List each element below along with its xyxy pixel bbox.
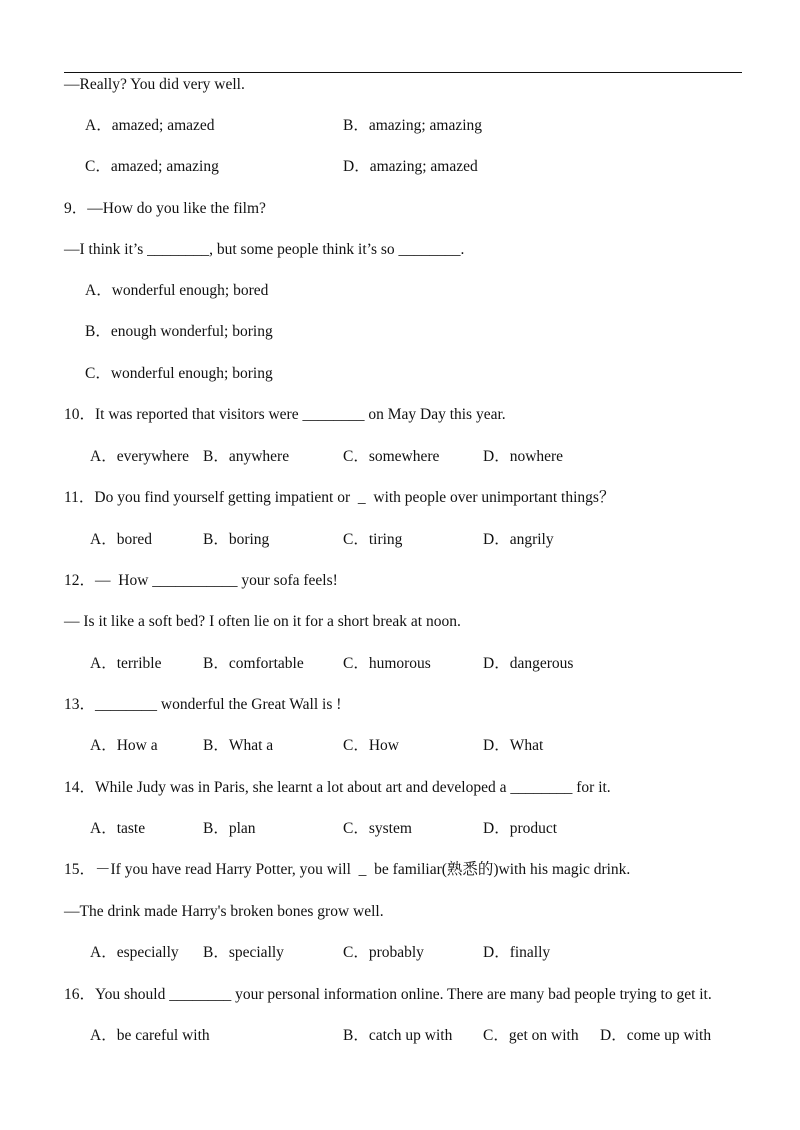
q15-option-d[interactable]: D．finally bbox=[483, 944, 551, 961]
q13-option-d[interactable]: D．What bbox=[483, 737, 544, 754]
q12-stem: 12．— How ___________ your sofa feels! bbox=[64, 572, 338, 589]
q11-option-a[interactable]: A．bored bbox=[90, 531, 152, 548]
q11-option-d[interactable]: D．angrily bbox=[483, 531, 554, 548]
q13-option-a[interactable]: A．How a bbox=[90, 737, 158, 754]
q12-option-c[interactable]: C．humorous bbox=[343, 655, 431, 672]
q9-option-c[interactable]: C．wonderful enough; boring bbox=[85, 365, 273, 382]
header-rule bbox=[64, 72, 742, 73]
q15-stem: 15．－If you have read Harry Potter, you will _ be familiar(熟悉的)with his magic drink. bbox=[64, 861, 631, 878]
q14-option-b[interactable]: B．plan bbox=[203, 820, 256, 837]
q10-option-a[interactable]: A．everywhere bbox=[90, 448, 189, 465]
q16-option-a[interactable]: A．be careful with bbox=[90, 1027, 210, 1044]
q15-reply: ―The drink made Harry's broken bones grow well. bbox=[64, 903, 384, 920]
q13-stem: 13．________ wonderful the Great Wall is ! bbox=[64, 696, 342, 713]
q10-option-b[interactable]: B．anywhere bbox=[203, 448, 290, 465]
q10-stem: 10．It was reported that visitors were ________ on May Day this year. bbox=[64, 406, 506, 423]
q11-stem: 11．Do you find yourself getting impatient or _ with people over unimportant things？ bbox=[64, 489, 615, 506]
q14-option-d[interactable]: D．product bbox=[483, 820, 558, 837]
q8-reply: —Really? You did very well. bbox=[64, 76, 245, 93]
q12-option-b[interactable]: B．comfortable bbox=[203, 655, 304, 672]
q12-option-d[interactable]: D．dangerous bbox=[483, 655, 574, 672]
q16-option-b[interactable]: B．catch up with bbox=[343, 1027, 453, 1044]
q9-stem: 9．—How do you like the film? bbox=[64, 200, 266, 217]
q15-option-b[interactable]: B．specially bbox=[203, 944, 284, 961]
q8-option-a[interactable]: A．amazed; amazed bbox=[85, 117, 215, 134]
q16-stem: 16．You should ________ your personal information online. There are many bad people trying to get it. bbox=[64, 986, 712, 1003]
q15-option-c[interactable]: C．probably bbox=[343, 944, 424, 961]
q12-reply: — Is it like a soft bed? I often lie on it for a short break at noon. bbox=[64, 613, 461, 630]
q9-option-b[interactable]: B．enough wonderful; boring bbox=[85, 323, 273, 340]
q14-option-a[interactable]: A．taste bbox=[90, 820, 146, 837]
q13-option-b[interactable]: B．What a bbox=[203, 737, 274, 754]
q13-option-c[interactable]: C．How bbox=[343, 737, 399, 754]
q16-option-c[interactable]: C．get on with bbox=[483, 1027, 579, 1044]
q16-option-d[interactable]: D．come up with bbox=[600, 1027, 712, 1044]
q11-option-b[interactable]: B．boring bbox=[203, 531, 270, 548]
q9-reply: —I think it’s ________, but some people think it’s so ________. bbox=[64, 241, 465, 258]
q8-option-c[interactable]: C．amazed; amazing bbox=[85, 158, 219, 175]
q14-option-c[interactable]: C．system bbox=[343, 820, 412, 837]
q14-stem: 14．While Judy was in Paris, she learnt a lot about art and developed a ________ for it. bbox=[64, 779, 611, 796]
q11-option-c[interactable]: C．tiring bbox=[343, 531, 403, 548]
q8-option-b[interactable]: B．amazing; amazing bbox=[343, 117, 483, 134]
q8-option-d[interactable]: D．amazing; amazed bbox=[343, 158, 478, 175]
q15-option-a[interactable]: A．especially bbox=[90, 944, 179, 961]
q10-option-c[interactable]: C．somewhere bbox=[343, 448, 440, 465]
q9-option-a[interactable]: A．wonderful enough; bored bbox=[85, 282, 269, 299]
q12-option-a[interactable]: A．terrible bbox=[90, 655, 162, 672]
q10-option-d[interactable]: D．nowhere bbox=[483, 448, 564, 465]
